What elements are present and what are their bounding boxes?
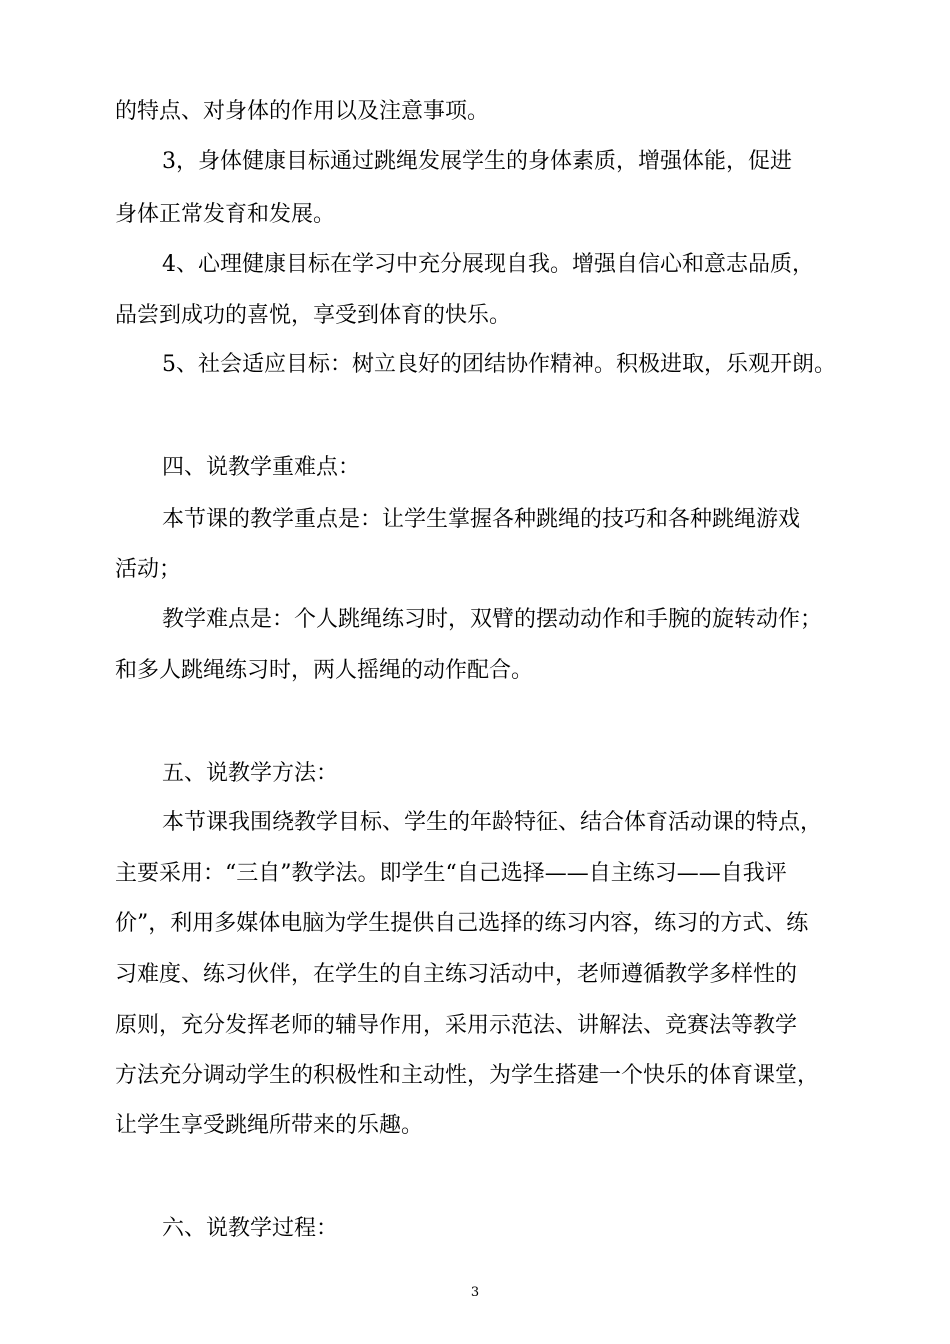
text-line: 5、社会适应目标：树立良好的团结协作精神。积极进取，乐观开朗。 (162, 352, 836, 377)
text-line: 让学生享受跳绳所带来的乐趣。 (115, 1113, 424, 1138)
text-line: 方法充分调动学生的积极性和主动性，为学生搭建一个快乐的体育课堂， (115, 1063, 820, 1088)
page-number: 3 (470, 1285, 480, 1300)
section-heading: 六、说教学过程： (162, 1216, 339, 1241)
section-heading: 四、说教学重难点： (162, 455, 361, 480)
text-line: 品尝到成功的喜悦，享受到体育的快乐。 (115, 303, 512, 328)
text-line: 身体正常发育和发展。 (115, 202, 336, 227)
text-line: 4、心理健康目标在学习中充分展现自我。增强自信心和意志品质， (162, 252, 814, 277)
text-line: 本节课我围绕教学目标、学生的年龄特征、结合体育活动课的特点， (162, 810, 823, 835)
text-line: 教学难点是：个人跳绳练习时，双臂的摆动动作和手腕的旋转动作； (162, 607, 823, 632)
text-line: 和多人跳绳练习时，两人摇绳的动作配合。 (115, 658, 534, 683)
text-line: 价”，利用多媒体电脑为学生提供自己选择的练习内容，练习的方式、练 (115, 911, 809, 936)
text-line: 活动； (115, 557, 182, 582)
text-line: 的特点、对身体的作用以及注意事项。 (115, 99, 490, 124)
text-line: 习难度、练习伙伴，在学生的自主练习活动中，老师遵循教学多样性的 (115, 962, 798, 987)
section-heading: 五、说教学方法： (162, 761, 339, 786)
text-line: 本节课的教学重点是：让学生掌握各种跳绳的技巧和各种跳绳游戏 (162, 507, 801, 532)
text-line: 主要采用：“三自”教学法。即学生“自己选择——自主练习——自我评 (115, 861, 787, 886)
text-line: 原则，充分发挥老师的辅导作用，采用示范法、讲解法、竞赛法等教学 (115, 1013, 798, 1038)
text-line: 3，身体健康目标通过跳绳发展学生的身体素质，增强体能，促进 (162, 149, 792, 174)
